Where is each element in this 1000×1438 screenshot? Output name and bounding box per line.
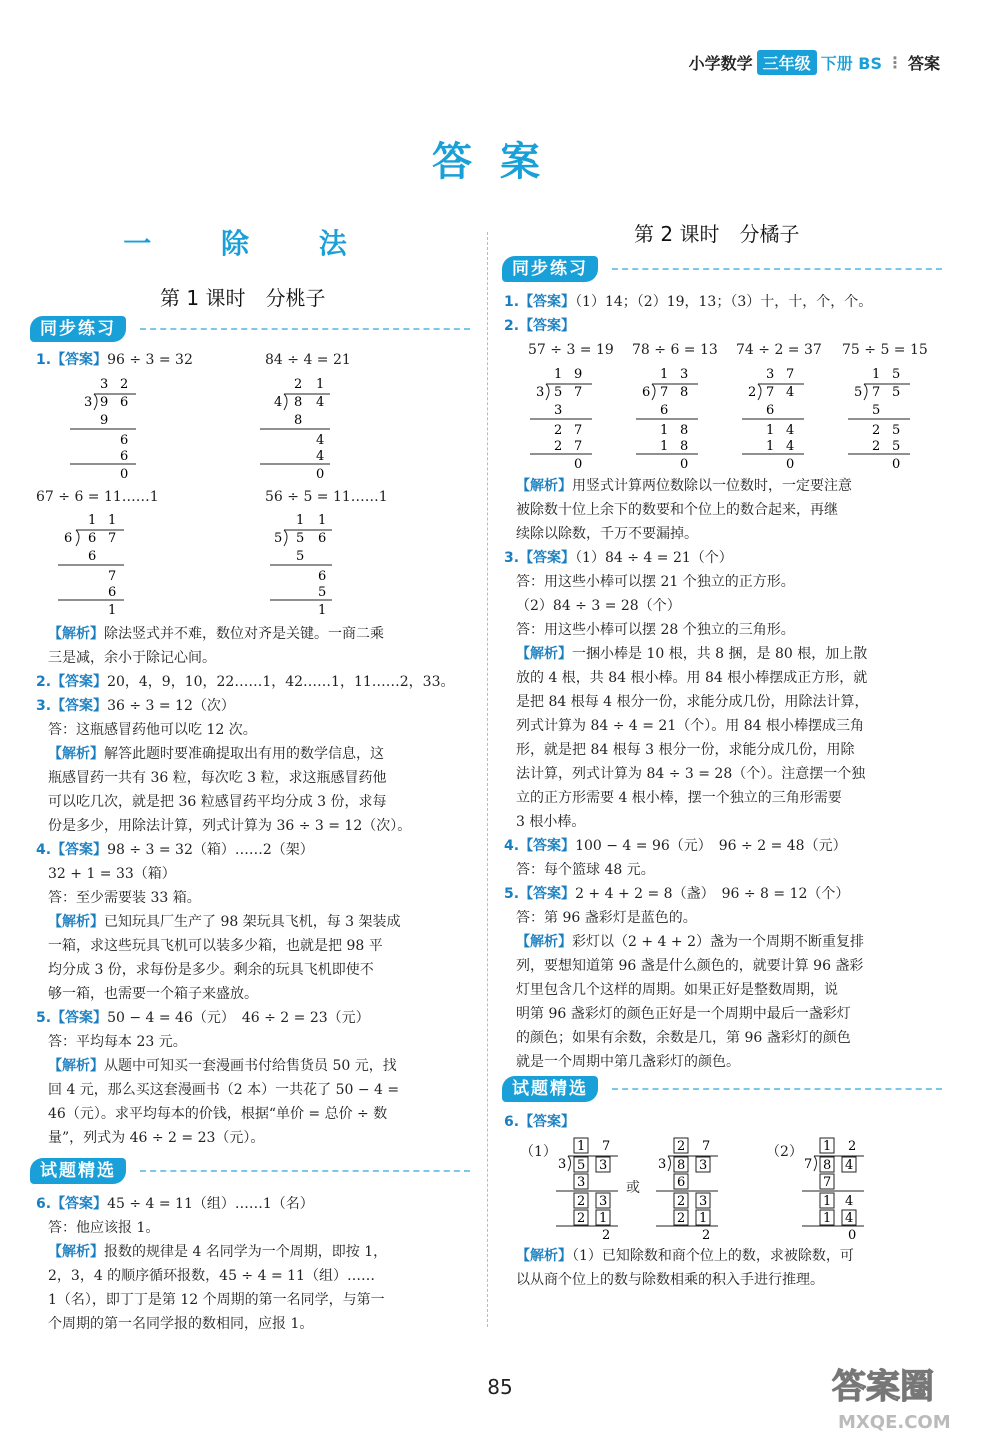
page-header [689, 50, 940, 75]
svg-text:1: 1 [766, 439, 775, 454]
right-line: 就是一个周期中第几盏彩灯的颜色。 [516, 1054, 740, 1070]
left-line: 32 + 1 = 33（箱） [48, 866, 176, 882]
svg-text:0: 0 [848, 1228, 857, 1240]
svg-text:7: 7 [660, 385, 669, 400]
right-line: 1.【答案】（1）14；（2）19，13；（3）十，十，个，个。 [504, 294, 873, 310]
svg-text:0: 0 [786, 457, 795, 470]
svg-text:8: 8 [677, 1158, 686, 1173]
svg-text:2: 2 [577, 1211, 586, 1226]
right-line: 【解析】（1）已知除数和商个位上的数，求被除数，可 [516, 1248, 854, 1264]
svg-text:6: 6 [642, 385, 651, 400]
svg-text:7: 7 [786, 367, 795, 382]
svg-text:6: 6 [120, 433, 129, 448]
right-q2-equation-4: 75 ÷ 5 = 15 [842, 342, 928, 358]
left-line: 【解析】报数的规律是 4 名同学为一个周期，即按 1， [48, 1244, 388, 1260]
left-q1-equation-2: 84 ÷ 4 = 21 [265, 352, 351, 368]
svg-text:6: 6 [660, 403, 669, 418]
left-q1-equation-3: 67 ÷ 6 = 11……1 [36, 489, 159, 505]
svg-text:8: 8 [680, 439, 689, 454]
svg-text:1: 1 [823, 1194, 832, 1209]
banner-selected-questions-left [30, 1158, 470, 1186]
right-line: 列，要想知道第 96 盏是什么颜色的，就要计算 96 盏彩 [516, 958, 864, 974]
right-line: 答：第 96 盏彩灯是蓝色的。 [516, 910, 697, 926]
svg-text:2: 2 [554, 439, 563, 454]
svg-text:1: 1 [660, 439, 669, 454]
svg-text:4: 4 [274, 395, 283, 410]
right-q6-part2-label: （2） [766, 1144, 803, 1160]
svg-text:2: 2 [120, 377, 129, 392]
svg-text:1: 1 [108, 603, 117, 616]
svg-text:9: 9 [100, 395, 109, 410]
left-q1-answer: 1.【答案】96 ÷ 3 = 32 [36, 352, 193, 368]
banner-sync-practice-left [30, 316, 470, 344]
right-text-block-3 [504, 1244, 854, 1292]
box-division-2 [802, 1136, 872, 1240]
right-line: 【解析】彩灯以（2 + 4 + 2）盏为一个周期不断重复排 [516, 934, 864, 950]
svg-text:1: 1 [699, 1211, 708, 1226]
header-grade-badge: 三年级 [757, 50, 817, 75]
left-line: 答：这瓶感冒药他可以吃 12 次。 [48, 722, 257, 738]
right-line: 是把 84 根每 4 根分一份，求能分成几份，用除法计算， [516, 694, 869, 710]
right-line: 明第 96 盏彩灯的颜色正好是一个周期中最后一盏彩灯 [516, 1006, 851, 1022]
svg-text:5: 5 [296, 531, 305, 546]
right-line: 4.【答案】100 − 4 = 96（元） 96 ÷ 2 = 48（元） [504, 838, 847, 854]
left-line: 【解析】已知玩具厂生产了 98 架玩具飞机，每 3 架装成 [48, 914, 401, 930]
svg-text:2: 2 [748, 385, 757, 400]
svg-text:5: 5 [892, 385, 901, 400]
long-division-74-2 [742, 364, 822, 470]
left-line: 一箱，求这些玩具飞机可以装多少箱，也就是把 98 平 [48, 938, 383, 954]
long-division-56-5 [270, 510, 350, 616]
left-line: 答：至少需要装 33 箱。 [48, 890, 201, 906]
column-divider [487, 232, 488, 1327]
left-line: 均分成 3 份，求每份是多少。剩余的玩具飞机即使不 [48, 962, 374, 978]
svg-text:7: 7 [766, 385, 775, 400]
right-line: 被除数十位上余下的数要和个位上的数合起来，再继 [516, 502, 838, 518]
svg-text:6: 6 [318, 531, 327, 546]
right-line: 的颜色；如果有余数，余数是几，第 96 盏彩灯的颜色 [516, 1030, 851, 1046]
svg-text:5: 5 [577, 1158, 586, 1173]
left-line: 5.【答案】50 − 4 = 46（元） 46 ÷ 2 = 23（元） [36, 1010, 370, 1026]
svg-text:9: 9 [574, 367, 583, 382]
svg-text:4: 4 [786, 385, 795, 400]
svg-text:3: 3 [577, 1175, 586, 1190]
long-division-78-6 [636, 364, 716, 470]
header-subject: 小学数学 [688, 54, 753, 73]
right-line: 列式计算为 84 ÷ 4 = 21（个）。用 84 根小棒摆成三角 [516, 718, 864, 734]
svg-text:1: 1 [296, 513, 305, 528]
watermark-url: MXQE.COM [838, 1412, 951, 1433]
left-line: 可以吃几次，就是把 36 粒感冒药平均分成 3 份，求每 [48, 794, 387, 810]
svg-text:1: 1 [823, 1211, 832, 1226]
long-division-84-4 [260, 374, 340, 480]
svg-text:5: 5 [892, 439, 901, 454]
lesson-title-right: 第 2 课时 分橘子 [634, 222, 800, 246]
svg-text:0: 0 [120, 467, 129, 480]
svg-text:2: 2 [677, 1194, 686, 1209]
left-line: 份是多少，用除法计算，列式计算为 36 ÷ 3 = 12（次）。 [48, 818, 412, 834]
page-number: 85 [487, 1375, 513, 1399]
left-text-block [36, 622, 455, 1150]
right-line: 3.【答案】（1）84 ÷ 4 = 21（个） [504, 550, 733, 566]
svg-text:6: 6 [64, 531, 73, 546]
left-line: 【解析】解答此题时要准确提取出有用的数学信息，这 [48, 746, 384, 762]
svg-text:0: 0 [680, 457, 689, 470]
banner-sync-practice-right [502, 256, 942, 284]
right-line: 以从商个位上的数与除数相乘的积入手进行推理。 [516, 1272, 824, 1288]
svg-text:8: 8 [294, 395, 303, 410]
left-line: 2，3，4 的顺序循环报数，45 ÷ 4 = 11（组）…… [48, 1268, 375, 1284]
svg-text:6: 6 [677, 1175, 686, 1190]
svg-text:3: 3 [699, 1158, 708, 1173]
right-text-block-1 [504, 290, 872, 338]
left-line: 个周期的第一名同学报的数相同，应报 1。 [48, 1316, 314, 1332]
left-line: 【解析】除法竖式并不难，数位对齐是关键。一商二乘 [48, 626, 384, 642]
left-line: 量”，列式为 46 ÷ 2 = 23（元）。 [48, 1130, 265, 1146]
header-book: 下册 BS [820, 54, 882, 73]
svg-text:5: 5 [854, 385, 863, 400]
svg-text:1: 1 [554, 367, 563, 382]
svg-text:2: 2 [677, 1211, 686, 1226]
watermark-logo [828, 1362, 978, 1434]
left-line: 回 4 元，那么买这套漫画书（2 本）一共花了 50 − 4 = [48, 1082, 400, 1098]
right-line: 答：每个篮球 48 元。 [516, 862, 655, 878]
right-line: 续除以除数，千万不要漏掉。 [516, 526, 698, 542]
svg-text:1: 1 [660, 423, 669, 438]
long-division-75-5 [848, 364, 928, 470]
left-line: 瓶感冒药一共有 36 粒，每次吃 3 粒，求这瓶感冒药他 [48, 770, 387, 786]
svg-text:8: 8 [823, 1158, 832, 1173]
left-line: 够一箱，也需要一个箱子来盛放。 [48, 986, 258, 1002]
left-q1-equation-4: 56 ÷ 5 = 11……1 [265, 489, 388, 505]
svg-text:4: 4 [845, 1158, 854, 1173]
svg-text:3: 3 [536, 385, 545, 400]
header-separator: ⋮ [886, 53, 903, 72]
svg-text:3: 3 [554, 403, 563, 418]
lesson-title-left: 第 1 课时 分桃子 [160, 286, 326, 310]
svg-text:3: 3 [84, 395, 93, 410]
svg-text:1: 1 [316, 377, 325, 392]
right-line: 放的 4 根，共 84 根小棒。用 84 根小棒摆成正方形，就 [516, 670, 868, 686]
right-q2-equation-1: 57 ÷ 3 = 19 [528, 342, 614, 358]
svg-text:6: 6 [318, 569, 327, 584]
left-text-block-2 [36, 1192, 387, 1336]
svg-text:2: 2 [872, 439, 881, 454]
svg-text:5: 5 [296, 549, 305, 564]
svg-text:2: 2 [577, 1194, 586, 1209]
svg-text:7: 7 [823, 1175, 832, 1190]
long-division-57-3 [530, 364, 610, 470]
svg-text:3: 3 [599, 1158, 608, 1173]
right-text-block-2 [504, 474, 869, 1074]
svg-text:7: 7 [108, 531, 117, 546]
svg-text:2: 2 [848, 1139, 857, 1154]
svg-text:4: 4 [786, 439, 795, 454]
banner-label: 同步练习 [30, 316, 126, 342]
svg-text:3: 3 [658, 1157, 667, 1172]
svg-text:4: 4 [786, 423, 795, 438]
svg-text:5: 5 [274, 531, 283, 546]
left-line: 答：平均每本 23 元。 [48, 1034, 187, 1050]
right-line: 答：用这些小棒可以摆 21 个独立的正方形。 [516, 574, 795, 590]
svg-text:1: 1 [318, 603, 327, 616]
svg-text:2: 2 [702, 1228, 711, 1240]
svg-text:1: 1 [88, 513, 97, 528]
svg-text:4: 4 [316, 395, 325, 410]
svg-text:7: 7 [602, 1139, 611, 1154]
svg-text:8: 8 [680, 385, 689, 400]
svg-text:6: 6 [88, 531, 97, 546]
banner-label: 试题精选 [30, 1158, 126, 1184]
unit-title: 一 除 法 [123, 227, 377, 260]
left-line: 46（元）。求平均每本的价钱，根据“单价 = 总价 ÷ 数 [48, 1106, 388, 1122]
left-line: 2.【答案】20，4，9，10，22……1，42……1，11……2，33。 [36, 674, 455, 690]
right-q6-part1-label: （1） [520, 1144, 557, 1160]
svg-text:6: 6 [108, 585, 117, 600]
right-line: 【解析】用竖式计算两位数除以一位数时，一定要注意 [516, 478, 852, 494]
right-line: 2.【答案】 [504, 318, 576, 334]
right-line: （2）84 ÷ 3 = 28（个） [516, 598, 681, 614]
left-line: 三是减，余小于除记心间。 [48, 650, 216, 666]
svg-text:1: 1 [823, 1139, 832, 1154]
right-line: 灯里包含几个这样的周期。如果正好是整数周期，说 [516, 982, 838, 998]
svg-text:3: 3 [766, 367, 775, 382]
svg-text:3: 3 [680, 367, 689, 382]
right-line: 形，就是把 84 根每 3 根分一份，求能分成几份，用除 [516, 742, 855, 758]
right-line: 立的正方形需要 4 根小棒，摆一个独立的三角形需要 [516, 790, 842, 806]
svg-text:7: 7 [804, 1157, 813, 1172]
svg-text:1: 1 [599, 1211, 608, 1226]
svg-text:8: 8 [294, 413, 303, 428]
right-q6-or: 或 [626, 1180, 640, 1196]
svg-text:8: 8 [680, 423, 689, 438]
svg-text:5: 5 [892, 423, 901, 438]
box-division-1a [556, 1136, 626, 1240]
svg-text:1: 1 [318, 513, 327, 528]
svg-text:6: 6 [766, 403, 775, 418]
svg-text:2: 2 [602, 1228, 611, 1240]
svg-text:0: 0 [574, 457, 583, 470]
svg-text:3: 3 [599, 1194, 608, 1209]
svg-text:5: 5 [318, 585, 327, 600]
svg-text:4: 4 [845, 1211, 854, 1226]
svg-text:3: 3 [558, 1157, 567, 1172]
banner-label: 同步练习 [502, 256, 598, 282]
svg-text:1: 1 [872, 367, 881, 382]
svg-text:4: 4 [316, 433, 325, 448]
left-line: 1（名），即丁丁是第 12 个周期的第一名同学，与第一 [48, 1292, 385, 1308]
svg-text:4: 4 [316, 449, 325, 464]
right-line: 5.【答案】2 + 4 + 2 = 8（盏） 96 ÷ 8 = 12（个） [504, 886, 850, 902]
header-section: 答案 [907, 54, 940, 73]
svg-text:1: 1 [108, 513, 117, 528]
svg-text:2: 2 [872, 423, 881, 438]
svg-text:2: 2 [677, 1139, 686, 1154]
left-line: 3.【答案】36 ÷ 3 = 12（次） [36, 698, 235, 714]
svg-text:6: 6 [120, 395, 129, 410]
svg-text:0: 0 [316, 467, 325, 480]
svg-text:7: 7 [872, 385, 881, 400]
svg-text:1: 1 [766, 423, 775, 438]
svg-text:6: 6 [88, 549, 97, 564]
right-q2-equation-3: 74 ÷ 2 = 37 [736, 342, 822, 358]
svg-text:1: 1 [660, 367, 669, 382]
banner-selected-questions-right [502, 1076, 942, 1104]
svg-text:7: 7 [574, 385, 583, 400]
svg-text:2: 2 [554, 423, 563, 438]
svg-text:3: 3 [100, 377, 109, 392]
svg-text:7: 7 [108, 569, 117, 584]
svg-text:2: 2 [294, 377, 303, 392]
right-line: 【解析】一捆小棒是 10 根，共 8 捆，是 80 根，加上散 [516, 646, 868, 662]
right-line: 3 根小棒。 [516, 814, 586, 830]
long-division-67-6 [58, 510, 138, 616]
banner-label: 试题精选 [502, 1076, 598, 1102]
svg-text:3: 3 [699, 1194, 708, 1209]
svg-text:4: 4 [845, 1194, 854, 1209]
watermark-logo-text: 答案圈 [832, 1367, 934, 1407]
svg-text:7: 7 [702, 1139, 711, 1154]
left-line: 4.【答案】98 ÷ 3 = 32（箱）……2（架） [36, 842, 314, 858]
svg-text:5: 5 [554, 385, 563, 400]
long-division-96-3 [70, 374, 150, 480]
right-line: 法计算，列式计算为 84 ÷ 3 = 28（个）。注意摆一个独 [516, 766, 866, 782]
svg-text:5: 5 [892, 367, 901, 382]
svg-text:0: 0 [892, 457, 901, 470]
svg-text:6: 6 [120, 449, 129, 464]
right-line: 答：用这些小棒可以摆 28 个独立的三角形。 [516, 622, 795, 638]
page-title: 答案 [432, 139, 568, 185]
left-line: 答：他应该报 1。 [48, 1220, 160, 1236]
svg-text:9: 9 [100, 413, 109, 428]
right-q6-answer: 6.【答案】 [504, 1114, 576, 1130]
svg-text:7: 7 [574, 439, 583, 454]
box-division-1b [656, 1136, 726, 1240]
left-line: 6.【答案】45 ÷ 4 = 11（组）……1（名） [36, 1196, 314, 1212]
left-line: 【解析】从题中可知买一套漫画书付给售货员 50 元，找 [48, 1058, 397, 1074]
svg-text:5: 5 [872, 403, 881, 418]
svg-text:7: 7 [574, 423, 583, 438]
right-q2-equation-2: 78 ÷ 6 = 13 [632, 342, 718, 358]
svg-text:1: 1 [577, 1139, 586, 1154]
